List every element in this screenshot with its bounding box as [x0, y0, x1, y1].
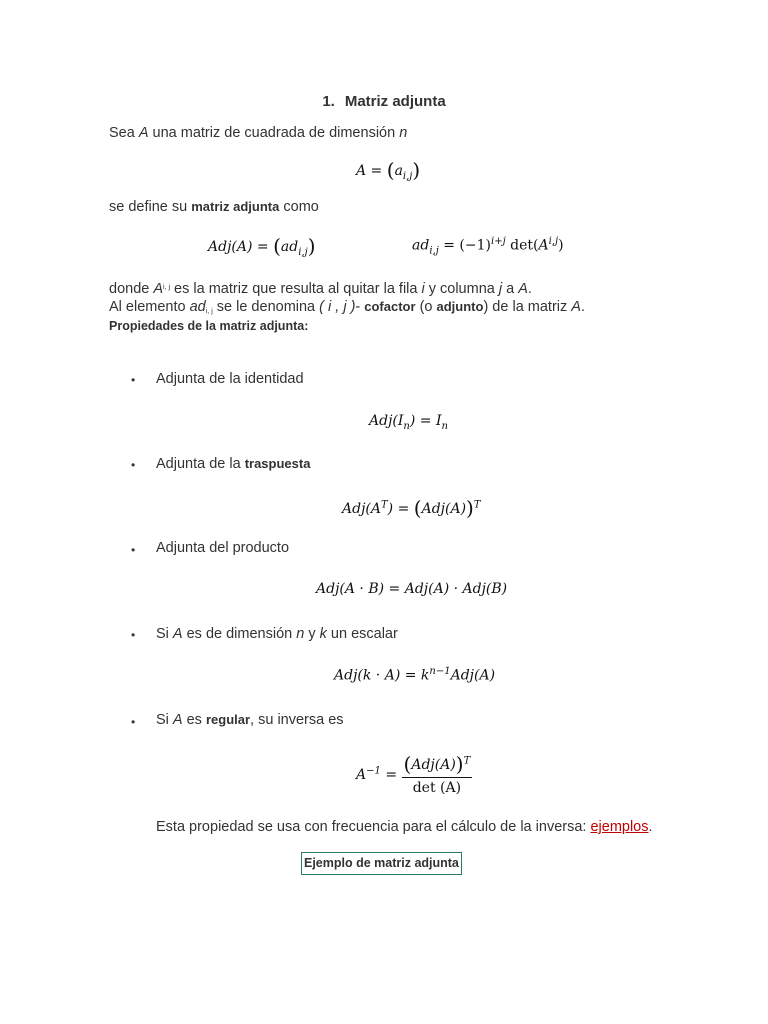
label-text: Si — [156, 626, 173, 642]
bullet-icon: • — [131, 458, 136, 472]
label-text: y — [304, 626, 320, 642]
eq-a: A — [356, 766, 367, 783]
eq-sup: T — [381, 499, 388, 511]
eq-ad: ad — [280, 239, 299, 255]
property-transpose-label — [156, 456, 310, 472]
eq-part: ) = — [387, 501, 414, 517]
label-text: un escalar — [326, 626, 398, 642]
donde-text: . — [527, 281, 532, 297]
property-product-label: Adjunta del producto — [156, 540, 290, 556]
footer-text: . — [648, 819, 653, 835]
donde-text: es la matriz que resulta al quitar la fila — [170, 281, 422, 297]
label-text: es de dimensión — [182, 626, 297, 642]
var-n: n — [399, 125, 408, 141]
bold-adjunto: adjunto — [436, 299, 484, 314]
var-a: A — [571, 299, 581, 315]
eq-sub: n — [441, 420, 448, 432]
bullet-icon: • — [131, 715, 136, 729]
paren-open: ( — [413, 496, 422, 520]
footer-line — [156, 819, 653, 835]
elemento-line — [109, 299, 585, 315]
eq-lhs — [356, 767, 402, 783]
paren-open: ( — [386, 158, 395, 182]
bullet-icon: • — [131, 543, 136, 557]
label-text: Si — [156, 712, 173, 728]
equation-inverse — [356, 752, 472, 796]
eq-part: Adj(I — [369, 413, 404, 429]
equation-cofactor — [412, 236, 564, 256]
define-line — [109, 199, 319, 215]
label-bold: regular — [205, 712, 251, 727]
paren-open: ( — [273, 234, 281, 258]
eq-lhs: A = — [356, 163, 387, 179]
var-a: A — [153, 281, 164, 297]
footer-text: Esta propiedad se usa con frecuencia para el cálculo de la inversa: — [156, 819, 591, 835]
donde-text: donde — [109, 281, 154, 297]
eq-part: Adj(A) — [421, 501, 467, 517]
sub-ij: i, j — [205, 308, 213, 315]
eq-sub: i,j — [298, 246, 308, 258]
eq-sign: = — [380, 766, 402, 783]
paren-close: ) — [307, 234, 316, 258]
label-text: Adjunta de la — [156, 456, 245, 472]
eq-sub: i,j — [402, 170, 413, 182]
section-title — [0, 93, 768, 110]
var-a: A — [172, 626, 183, 642]
eq-sup: n−1 — [429, 666, 451, 677]
var-ad: ad — [189, 299, 206, 315]
eq-a: A — [538, 237, 549, 254]
eq-sub: i,j — [429, 245, 439, 257]
define-bold: matriz adjunta — [191, 199, 280, 214]
eq-part: ) = I — [409, 413, 442, 429]
eq-sub: n — [403, 420, 410, 432]
property-inverse-label — [156, 712, 344, 728]
property-identity-label: Adjunta de la identidad — [156, 371, 304, 387]
paren-open: ( — [403, 752, 412, 776]
ejemplos-link[interactable]: ejemplos — [590, 819, 649, 835]
var-a: A — [518, 281, 528, 297]
eq-det: det( — [505, 237, 539, 254]
intro-text: Sea — [109, 125, 139, 141]
equation-product: Adj(A · B) = Adj(A) · Adj(B) — [316, 581, 508, 597]
bold-cofactor: cofactor — [364, 299, 416, 314]
var-i: i — [421, 281, 425, 297]
eq-sup: i+j — [491, 236, 506, 247]
equation-identity — [369, 413, 448, 432]
properties-heading: Propiedades de la matriz adjunta: — [109, 319, 309, 333]
label-text: es — [182, 712, 206, 728]
bullet-icon: • — [131, 373, 136, 387]
donde-line — [109, 281, 532, 297]
elemento-text: ) de la matriz — [483, 299, 572, 315]
bullet-icon: • — [131, 628, 136, 642]
section-title-text: Matriz adjunta — [344, 93, 446, 110]
var-k: k — [319, 626, 327, 642]
example-box-link[interactable]: Ejemplo de matriz adjunta — [301, 852, 462, 875]
var-ij: ( i , j ) — [319, 299, 356, 315]
donde-text: a — [502, 281, 519, 297]
elemento-text: - — [355, 299, 365, 315]
equation-transpose — [342, 496, 481, 520]
elemento-text: . — [580, 299, 585, 315]
var-n: n — [296, 626, 305, 642]
paren-close: ) — [455, 752, 464, 776]
eq-sup: i,j — [548, 236, 559, 247]
paren-close: ) — [412, 158, 421, 182]
elemento-text: se le denomina — [212, 299, 320, 315]
property-scalar-label — [156, 626, 398, 642]
equation-adj — [208, 234, 316, 258]
fraction-denominator: det (A) — [412, 780, 462, 796]
equation-scalar — [334, 666, 495, 684]
sup-ij: i, j — [163, 284, 171, 291]
eq-ad: ad — [412, 237, 430, 254]
equation-matrix-a — [356, 158, 420, 182]
var-a: A — [138, 125, 149, 141]
eq-lhs: Adj(A) = — [208, 239, 274, 255]
eq-part: Adj(A) — [450, 667, 496, 684]
elemento-text: Al elemento — [109, 299, 190, 315]
define-text: como — [279, 199, 319, 215]
eq-part: Adj(k · A) = k — [334, 667, 430, 684]
section-number: 1. — [322, 93, 335, 110]
fraction-numerator — [402, 752, 473, 778]
elemento-text: (o — [415, 299, 437, 315]
fraction — [402, 752, 473, 796]
paren-close: ) — [558, 237, 564, 254]
intro-text: una matriz de cuadrada de dimensión — [148, 125, 400, 141]
eq-part: Adj(A) — [411, 757, 456, 773]
eq-a: a — [394, 163, 403, 179]
intro-line — [109, 125, 407, 141]
eq-sup: T — [473, 499, 481, 511]
label-text: , su inversa es — [250, 712, 344, 728]
var-a: A — [172, 712, 183, 728]
eq-sup: T — [463, 755, 471, 767]
donde-text: y columna — [424, 281, 499, 297]
define-text: se define su — [109, 199, 192, 215]
label-bold: traspuesta — [244, 456, 311, 471]
eq-sup: −1 — [366, 765, 381, 777]
paren-close: ) — [466, 496, 474, 520]
eq-part: Adj(A — [342, 501, 381, 517]
var-j: j — [498, 281, 503, 297]
eq-sign: = (−1) — [438, 237, 491, 254]
